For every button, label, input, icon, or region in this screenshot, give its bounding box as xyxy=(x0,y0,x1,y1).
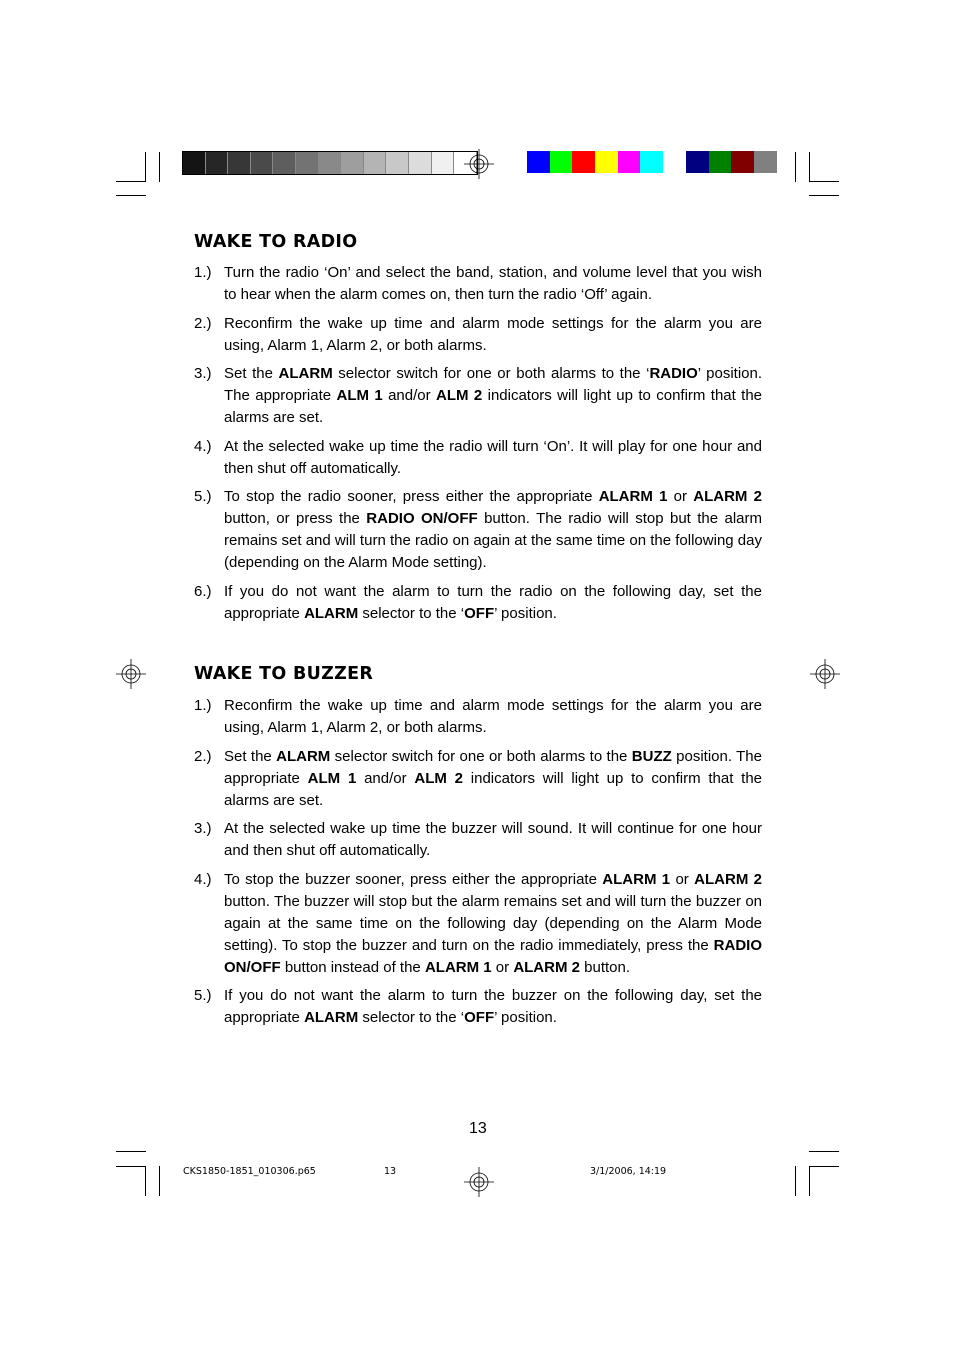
step-number: 2.) xyxy=(194,314,212,332)
page-number: 13 xyxy=(469,1120,487,1137)
step-text: selector switch for one or both alarms to the ‘ xyxy=(332,365,650,382)
color-swatch xyxy=(595,151,618,173)
step-text: and/or xyxy=(356,769,415,787)
crosshair-circle-icon xyxy=(116,659,146,689)
color-swatch xyxy=(251,152,274,174)
step-text: To stop the radio sooner, press either the appropriate xyxy=(224,488,599,505)
step-text: indicators will light up to confirm that the alarms are set. xyxy=(224,387,763,426)
list-item xyxy=(194,363,762,429)
step-text: If you do not want the alarm to turn the radio on the following day, set the appropriate xyxy=(224,582,762,622)
bold-term: ALARM xyxy=(304,604,359,622)
step-number: 6.) xyxy=(194,582,212,600)
step-text: At the selected wake up time the buzzer will sound. It will continue for one hour and then shut off automatically. xyxy=(224,820,762,859)
bold-term: ALARM 2 xyxy=(693,488,762,505)
step-text: indicators will light up to confirm that the alarms are set. xyxy=(224,769,763,809)
color-swatch xyxy=(183,152,206,174)
color-swatch xyxy=(618,151,641,173)
list-item xyxy=(194,695,762,739)
list-item xyxy=(194,436,762,480)
bold-term: BUZZ xyxy=(631,747,672,765)
color-swatch xyxy=(319,152,342,174)
buzzer-steps-list xyxy=(194,695,762,1036)
color-swatch xyxy=(731,151,754,173)
list-item xyxy=(194,869,762,979)
crosshair-circle-icon xyxy=(464,1167,494,1197)
step-text: To stop the buzzer sooner, press either the appropriate xyxy=(224,870,603,888)
crop-mark xyxy=(116,1151,146,1152)
step-number: 4.) xyxy=(194,870,212,888)
crosshair-circle-icon xyxy=(810,659,840,689)
crop-mark xyxy=(809,152,810,182)
step-text: or xyxy=(491,958,514,976)
bold-term: OFF xyxy=(464,1009,495,1026)
step-number: 5.) xyxy=(194,488,212,505)
crop-mark xyxy=(809,1151,839,1152)
step-text: or xyxy=(670,870,695,888)
color-swatch xyxy=(296,152,319,174)
step-number: 3.) xyxy=(194,365,212,382)
step-number: 3.) xyxy=(194,820,212,837)
step-number: 1.) xyxy=(194,264,212,281)
step-text: If you do not want the alarm to turn the buzzer on the following day, set the appropriate xyxy=(224,987,762,1026)
color-swatch xyxy=(709,151,732,173)
bold-term: ALM 2 xyxy=(436,387,483,404)
crop-mark xyxy=(159,152,160,182)
crosshair-circle-icon xyxy=(464,149,494,179)
color-swatch xyxy=(550,151,573,173)
footer-datetime: 3/1/2006, 14:19 xyxy=(590,1166,667,1177)
step-text: Turn the radio ‘On’ and select the band, station, and volume level that you wish to hear when the alarm comes on, then turn the radio ‘Off’ again. xyxy=(224,264,762,303)
bold-term: ALM 2 xyxy=(414,769,464,787)
footer-filename: CKS1850-1851_010306.p65 xyxy=(183,1166,316,1177)
list-item xyxy=(194,486,762,574)
list-item xyxy=(194,581,762,625)
color-swatch xyxy=(663,151,686,173)
list-item xyxy=(194,313,762,357)
color-swatch xyxy=(341,152,364,174)
footer-page: 13 xyxy=(384,1166,397,1177)
step-text: button. The radio will stop but the alarm remains set and will turn the radio on again at the same time on the following day (depending on the Alarm Mode setting). xyxy=(224,510,762,571)
crop-mark xyxy=(795,152,796,182)
bold-term: RADIO ON/OFF xyxy=(224,936,762,976)
color-swatch xyxy=(527,151,550,173)
color-swatch xyxy=(686,151,709,173)
color-swatch xyxy=(432,152,455,174)
crop-mark xyxy=(809,195,839,196)
color-swatch xyxy=(640,151,663,173)
color-swatch xyxy=(409,152,432,174)
bold-term: ALARM 2 xyxy=(513,958,580,976)
step-text: position. The appropriate xyxy=(224,747,762,787)
bold-term: ALARM xyxy=(304,1009,359,1026)
step-text: Reconfirm the wake up time and alarm mode settings for the alarm you are using, Alarm 1, Alarm 2, or both alarms. xyxy=(224,697,762,736)
bold-term: ALM 1 xyxy=(336,387,383,404)
step-text: button instead of the xyxy=(280,958,425,976)
crop-mark xyxy=(116,195,146,196)
crop-mark xyxy=(116,1166,146,1167)
step-number: 4.) xyxy=(194,437,212,455)
step-number: 5.) xyxy=(194,987,212,1004)
crop-mark xyxy=(809,181,839,182)
color-swatch xyxy=(364,152,387,174)
radio-steps-list xyxy=(194,262,762,631)
bold-term: ALARM 1 xyxy=(424,958,492,976)
step-number: 2.) xyxy=(194,747,212,765)
step-text: ’ position. The appropriate xyxy=(224,365,763,404)
step-number: 1.) xyxy=(194,697,212,714)
crop-mark xyxy=(809,1166,839,1167)
bold-term: ALM 1 xyxy=(307,769,357,787)
color-swatch xyxy=(572,151,595,173)
crop-mark xyxy=(145,152,146,182)
section-title-buzzer: WAKE TO BUZZER xyxy=(194,664,374,684)
bold-term: RADIO xyxy=(649,365,698,382)
step-text: At the selected wake up time the radio will turn ‘On’. It will play for one hour and then shut off automatically. xyxy=(224,437,762,477)
step-text: selector to the ‘ xyxy=(358,604,465,622)
color-swatch xyxy=(754,151,777,173)
step-text: button. xyxy=(579,958,631,976)
bold-term: ALARM 2 xyxy=(694,870,762,888)
step-text: ’ position. xyxy=(494,1009,557,1026)
step-text: selector to the ‘ xyxy=(358,1009,465,1026)
color-swatch xyxy=(206,152,229,174)
step-text: button. The buzzer will stop but the alarm remains set and will turn the buzzer on again at the same time on the following day (depending on the Alarm Mode setting). To stop the buzzer and turn on the radio immediately, press the xyxy=(224,892,762,954)
list-item xyxy=(194,746,762,812)
section-title-radio: WAKE TO RADIO xyxy=(194,232,358,252)
bold-term: ALARM 1 xyxy=(602,870,671,888)
step-text: Set the xyxy=(224,747,277,765)
crop-mark xyxy=(159,1166,160,1196)
step-text: ’ position. xyxy=(494,604,557,622)
color-bar xyxy=(527,151,777,173)
bold-term: ALARM xyxy=(278,365,333,382)
crop-mark xyxy=(795,1166,796,1196)
crop-mark xyxy=(809,1166,810,1196)
bold-term: ALARM 1 xyxy=(598,488,668,505)
list-item xyxy=(194,985,762,1029)
step-text: Set the xyxy=(224,365,279,382)
step-text: Reconfirm the wake up time and alarm mode settings for the alarm you are using, Alarm 1, Alarm 2, or both alarms. xyxy=(224,314,762,354)
crop-mark xyxy=(145,1166,146,1196)
crop-mark xyxy=(116,181,146,182)
grayscale-bar xyxy=(182,151,478,175)
bold-term: RADIO ON/OFF xyxy=(366,510,478,527)
step-text: or xyxy=(667,488,694,505)
list-item xyxy=(194,262,762,306)
bold-term: ALARM xyxy=(276,747,331,765)
step-text: selector switch for one or both alarms to the xyxy=(330,747,632,765)
bold-term: OFF xyxy=(464,604,495,622)
step-text: and/or xyxy=(382,387,437,404)
color-swatch xyxy=(228,152,251,174)
list-item xyxy=(194,818,762,862)
step-text: button, or press the xyxy=(224,510,367,527)
color-swatch xyxy=(273,152,296,174)
color-swatch xyxy=(386,152,409,174)
